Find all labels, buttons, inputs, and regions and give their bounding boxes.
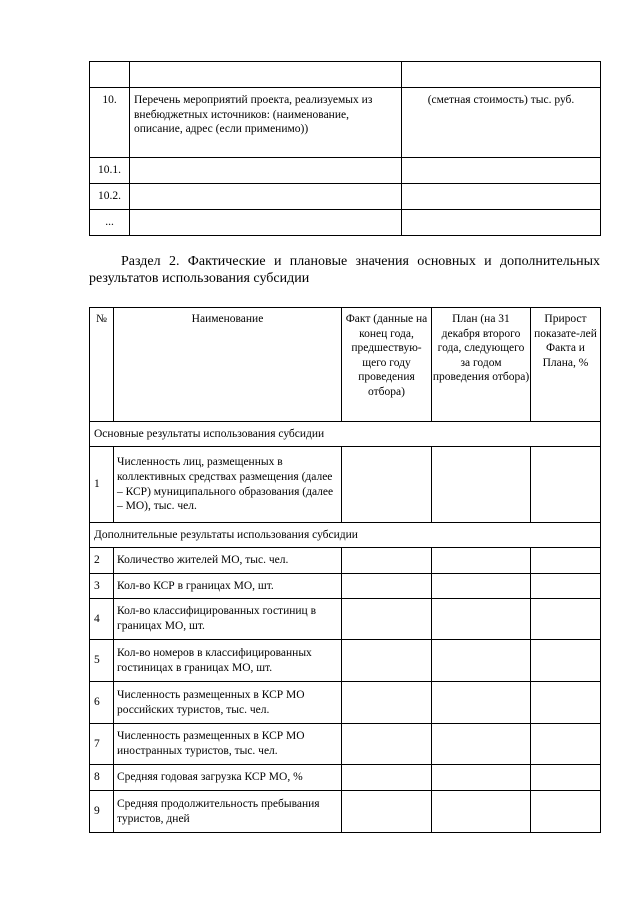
row-name: Кол-во классифицированных гостиниц в границах МО, шт. [114, 599, 342, 640]
row-name: Средняя продолжительность пребывания туристов, дней [114, 791, 342, 833]
row-number: 5 [90, 640, 114, 682]
table-row [90, 88, 601, 158]
table-row [90, 548, 601, 574]
row-name: Средняя годовая загрузка КСР МО, % [114, 765, 342, 791]
row-number: 8 [90, 765, 114, 791]
fact-cell [342, 765, 432, 791]
plan-cell [432, 548, 531, 574]
row-value: (сметная стоимость) тыс. руб. [402, 88, 601, 158]
growth-cell [531, 447, 601, 523]
row-name: Численность размещенных в КСР МО иностранных туристов, тыс. чел. [114, 724, 342, 765]
table-row [90, 765, 601, 791]
header-fact: Факт (данные на конец года, предшествую-щего году проведения отбора) [342, 308, 432, 422]
section-row [90, 422, 601, 447]
row-name: Кол-во номеров в классифицированных гостиницах в границах МО, шт. [114, 640, 342, 682]
row-number: 7 [90, 724, 114, 765]
table-row [90, 682, 601, 724]
table-row [90, 791, 601, 833]
row-name [130, 184, 402, 210]
table-row [90, 210, 601, 236]
row-name: Перечень мероприятий проекта, реализуемых из внебюджетных источников: (наименование, описание, адрес (если применимо)) [130, 88, 402, 158]
row-number: 10.1. [90, 158, 130, 184]
header-plan: План (на 31 декабря второго года, следующего за годом проведения отбора) [432, 308, 531, 422]
main-results-label: Основные результаты использования субсидии [90, 422, 601, 447]
plan-cell [432, 724, 531, 765]
table-row [90, 574, 601, 599]
growth-cell [531, 765, 601, 791]
section-title: Раздел 2. Фактические и плановые значения основных и дополнительных результатов использования субсидии [89, 254, 600, 286]
row-number [90, 62, 130, 88]
row-number: 1 [90, 447, 114, 523]
plan-cell [432, 599, 531, 640]
row-number: 4 [90, 599, 114, 640]
fact-cell [342, 682, 432, 724]
fact-cell [342, 599, 432, 640]
header-name: Наименование [114, 308, 342, 422]
projects-table [89, 61, 601, 236]
row-value [402, 158, 601, 184]
row-number: 2 [90, 548, 114, 574]
row-name: Кол-во КСР в границах МО, шт. [114, 574, 342, 599]
growth-cell [531, 574, 601, 599]
row-name [130, 158, 402, 184]
row-number: 9 [90, 791, 114, 833]
fact-cell [342, 724, 432, 765]
fact-cell [342, 574, 432, 599]
row-name [130, 62, 402, 88]
row-name: Численность лиц, размещенных в коллективных средствах размещения (далее – КСР) муниципального образования (далее – МО), тыс. чел. [114, 447, 342, 523]
results-table [89, 307, 601, 833]
row-name [130, 210, 402, 236]
fact-cell [342, 640, 432, 682]
row-number: ... [90, 210, 130, 236]
plan-cell [432, 574, 531, 599]
header-growth: Прирост показате-лей Факта и Плана, % [531, 308, 601, 422]
plan-cell [432, 765, 531, 791]
fact-cell [342, 548, 432, 574]
row-number: 3 [90, 574, 114, 599]
header-row [90, 308, 601, 422]
row-name: Численность размещенных в КСР МО российских туристов, тыс. чел. [114, 682, 342, 724]
row-number: 6 [90, 682, 114, 724]
header-num: № [90, 308, 114, 422]
growth-cell [531, 640, 601, 682]
table-row [90, 184, 601, 210]
section-row [90, 523, 601, 548]
growth-cell [531, 724, 601, 765]
plan-cell [432, 791, 531, 833]
row-name: Количество жителей МО, тыс. чел. [114, 548, 342, 574]
extra-results-label: Дополнительные результаты использования субсидии [90, 523, 601, 548]
table-row [90, 640, 601, 682]
table-row [90, 158, 601, 184]
growth-cell [531, 599, 601, 640]
table-row [90, 62, 601, 88]
row-number: 10. [90, 88, 130, 158]
plan-cell [432, 640, 531, 682]
fact-cell [342, 447, 432, 523]
plan-cell [432, 447, 531, 523]
table-row [90, 447, 601, 523]
growth-cell [531, 791, 601, 833]
row-value [402, 210, 601, 236]
row-value [402, 62, 601, 88]
table-row [90, 724, 601, 765]
growth-cell [531, 548, 601, 574]
fact-cell [342, 791, 432, 833]
row-number: 10.2. [90, 184, 130, 210]
row-value [402, 184, 601, 210]
table-row [90, 599, 601, 640]
plan-cell [432, 682, 531, 724]
growth-cell [531, 682, 601, 724]
